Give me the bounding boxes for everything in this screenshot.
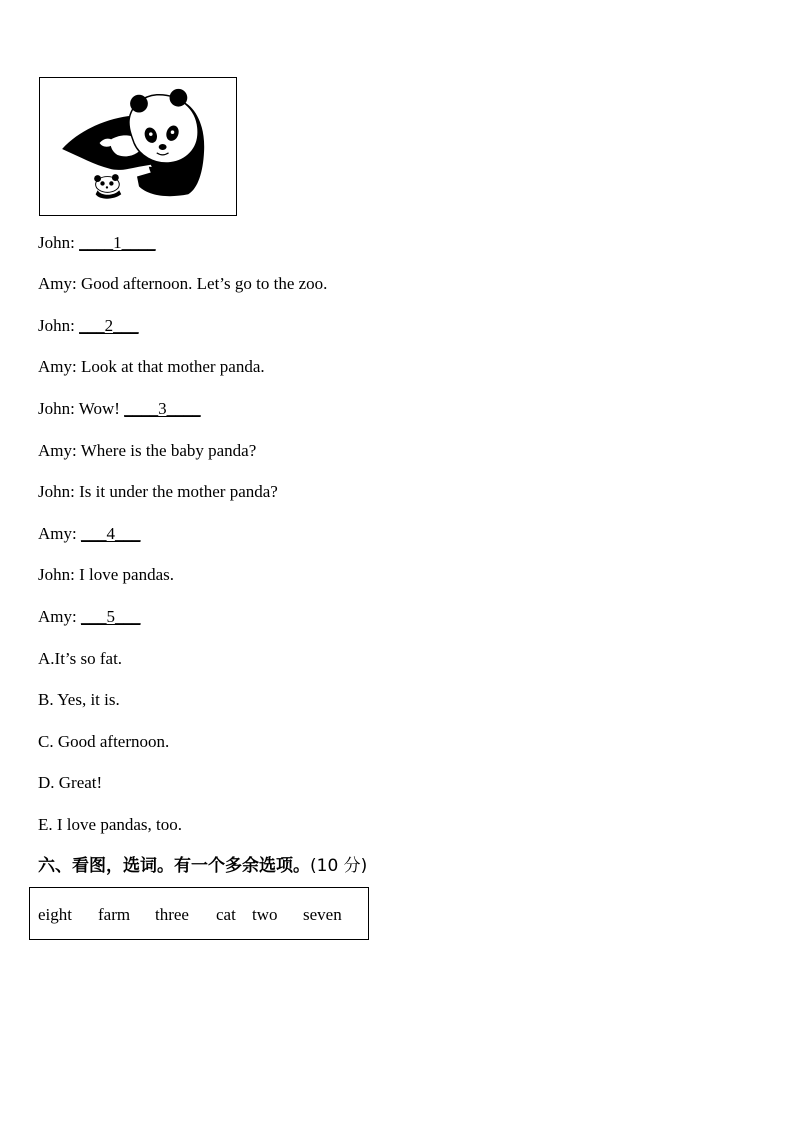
word-bank-item: seven — [303, 905, 342, 924]
section-heading — [38, 855, 367, 877]
line-text: Where is the baby panda? — [80, 441, 257, 460]
answer-blank-2: ___2___ — [79, 316, 139, 335]
word-bank-item: cat — [216, 905, 236, 924]
dialogue-line-5 — [38, 399, 201, 419]
speaker-label: John: — [38, 399, 75, 418]
dialogue-line-2 — [38, 274, 327, 294]
word-bank-item: eight — [38, 905, 72, 924]
answer-blank-1: ____1____ — [79, 233, 156, 252]
word-bank-item: three — [155, 905, 189, 924]
line-text: Good afternoon. Let’s go to the zoo. — [80, 274, 328, 293]
option-a: A.It’s so fat. — [38, 649, 123, 668]
speaker-label: Amy: — [38, 441, 77, 460]
speaker-label: John: — [38, 316, 75, 335]
answer-blank-5: ___5___ — [80, 607, 141, 626]
dialogue-line-7 — [38, 482, 278, 502]
option-b: B. Yes, it is. — [38, 690, 120, 709]
speaker-label: Amy: — [38, 357, 77, 376]
word-bank — [29, 887, 369, 940]
line-text: Is it under the mother panda? — [79, 482, 278, 501]
section-title-text: 六、看图，选词。有一个多余选项。 — [38, 856, 310, 876]
panda-illustration — [40, 78, 236, 215]
speaker-label: Amy: — [38, 607, 77, 626]
dialogue-line-8 — [38, 524, 140, 544]
dialogue-line-9 — [38, 565, 174, 585]
line-text: Look at that mother panda. — [80, 357, 265, 376]
answer-blank-3: ____3____ — [124, 399, 201, 418]
option-c: C. Good afternoon. — [38, 732, 170, 751]
section-score: (10 分) — [310, 856, 368, 876]
option-e: E. I love pandas, too. — [38, 815, 182, 834]
line-text: Wow! — [78, 399, 120, 418]
dialogue-line-10 — [38, 607, 140, 627]
option-d: D. Great! — [38, 773, 103, 792]
dialogue-line-4 — [38, 357, 265, 377]
panda-picture — [39, 77, 237, 216]
word-bank-item: two — [252, 905, 278, 924]
speaker-label: John: — [38, 482, 75, 501]
speaker-label: John: — [38, 565, 75, 584]
dialogue-line-1 — [38, 233, 156, 253]
dialogue-line-3 — [38, 316, 139, 336]
speaker-label: John: — [38, 233, 75, 252]
speaker-label: Amy: — [38, 274, 77, 293]
speaker-label: Amy: — [38, 524, 77, 543]
dialogue-line-6 — [38, 441, 256, 461]
line-text: I love pandas. — [79, 565, 174, 584]
answer-blank-4: ___4___ — [80, 524, 141, 543]
word-bank-item: farm — [98, 905, 131, 924]
